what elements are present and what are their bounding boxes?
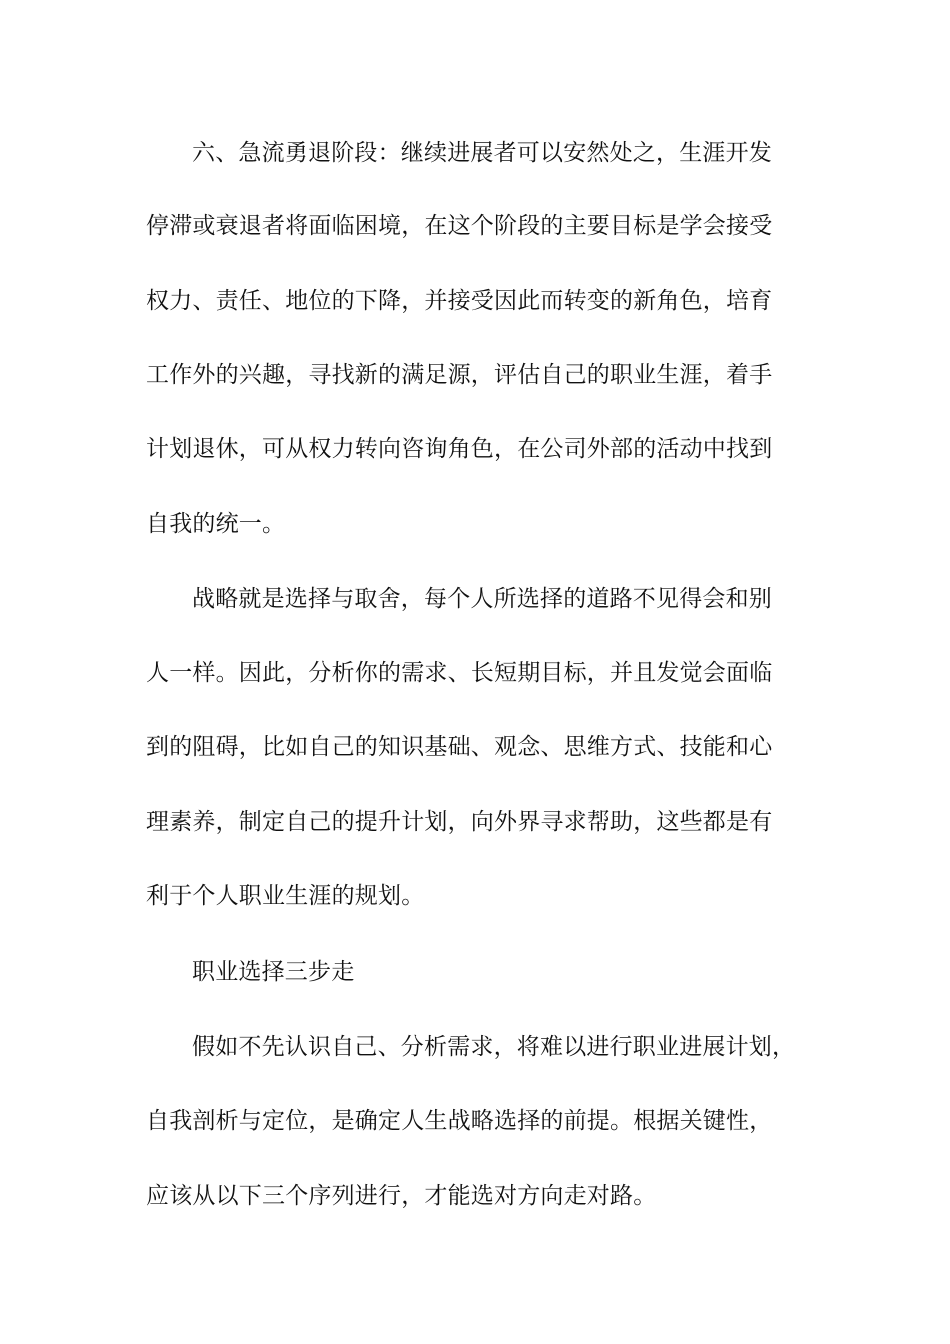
paragraph-1-line-4: 工作外的兴趣，寻找新的满足源，评估自己的职业生涯，着手 — [146, 362, 773, 388]
paragraph-3-line-1: 假如不先认识自己、分析需求，将难以进行职业进展计划， — [192, 1034, 796, 1060]
section-heading: 职业选择三步走 — [192, 959, 355, 985]
paragraph-2-line-1: 战略就是选择与取舍，每个人所选择的道路不见得会和别 — [192, 586, 772, 612]
paragraph-1-line-5: 计划退休，可从权力转向咨询角色，在公司外部的活动中找到 — [146, 436, 773, 462]
paragraph-3-line-3: 应该从以下三个序列进行，才能选对方向走对路。 — [146, 1183, 657, 1209]
paragraph-1-line-1: 六、急流勇退阶段：继续进展者可以安然处之，生涯开发 — [192, 140, 772, 166]
paragraph-2-line-2: 人一样。因此，分析你的需求、长短期目标，并且发觉会面临 — [146, 660, 773, 686]
paragraph-3-line-2: 自我剖析与定位，是确定人生战略选择的前提。根据关键性， — [146, 1108, 773, 1134]
paragraph-1-line-3: 权力、责任、地位的下降，并接受因此而转变的新角色，培育 — [146, 288, 773, 314]
paragraph-2-line-4: 理素养，制定自己的提升计划，向外界寻求帮助，这些都是有 — [146, 809, 773, 835]
paragraph-2-line-5: 利于个人职业生涯的规划。 — [146, 883, 425, 909]
paragraph-1-line-6: 自我的统一。 — [146, 511, 286, 537]
paragraph-2-line-3: 到的阻碍，比如自己的知识基础、观念、思维方式、技能和心 — [146, 734, 773, 760]
paragraph-1-line-2: 停滞或衰退者将面临困境，在这个阶段的主要目标是学会接受 — [146, 213, 773, 239]
